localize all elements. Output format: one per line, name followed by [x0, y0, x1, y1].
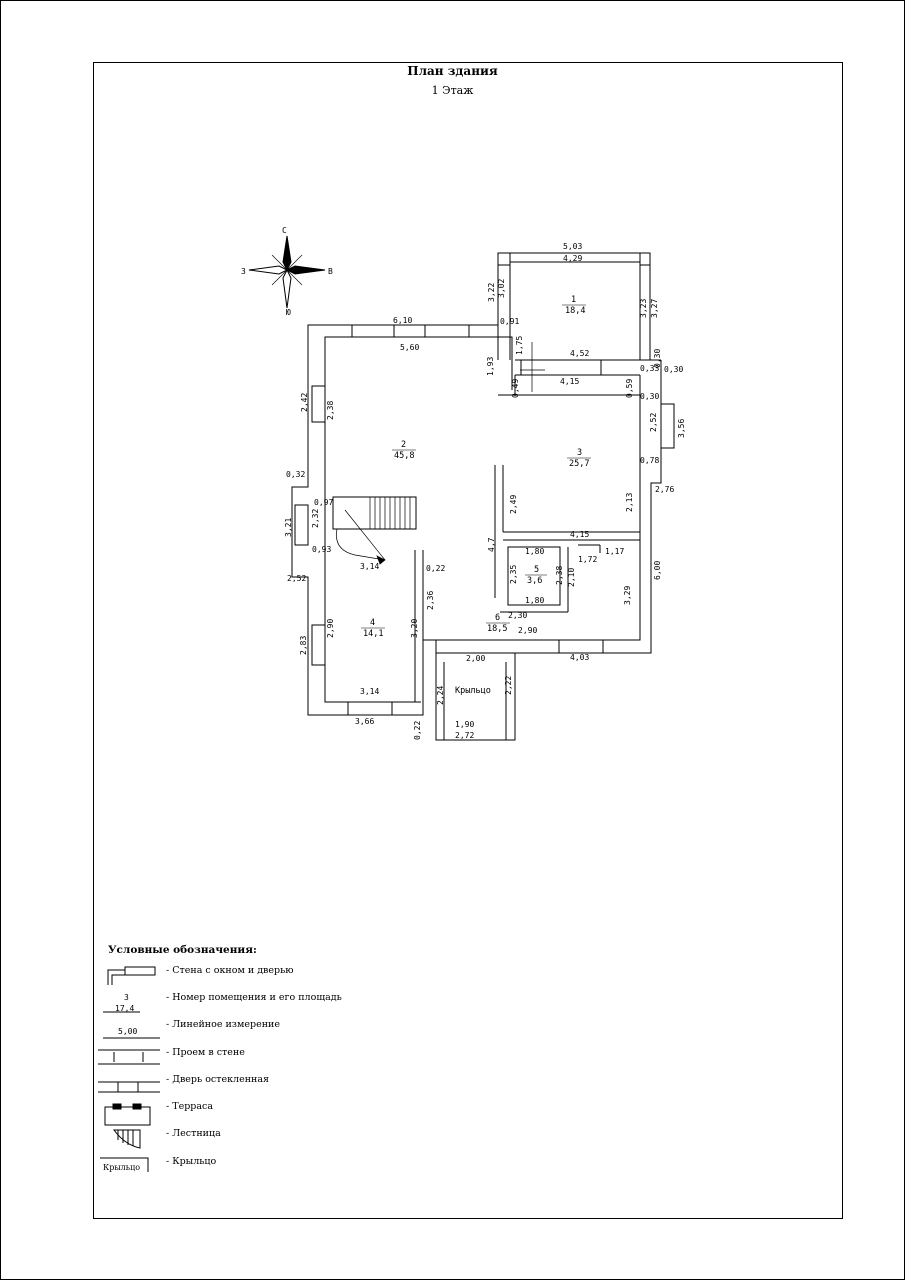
dimension-label: 2,72 — [455, 731, 475, 740]
floor-label: 1 Этаж — [431, 84, 474, 97]
dimension-label: 0,93 — [312, 545, 332, 554]
dimension-label: 0,30 — [653, 348, 662, 368]
dimension-label: 6,00 — [653, 560, 662, 580]
dimension-label: 4,03 — [570, 653, 590, 662]
dimension-label: 3,21 — [284, 517, 293, 537]
legend-item-dimension: - Линейное измерение — [166, 1019, 280, 1030]
room-2-number: 2 — [401, 440, 407, 450]
dimension-label: 3,02 — [497, 278, 506, 298]
porch-label: Крыльцо — [455, 686, 491, 696]
room-5-number: 5 — [534, 565, 540, 575]
dimension-label: 2,36 — [426, 590, 435, 610]
dimension-label: 2,38 — [555, 565, 564, 585]
dimension-label: 2,90 — [518, 626, 538, 635]
dimension-label: 0,22 — [426, 564, 446, 573]
windows — [295, 253, 674, 715]
dimension-label: 4,29 — [563, 254, 583, 263]
room-1-number: 1 — [571, 295, 577, 305]
dimension-label: 2,32 — [311, 508, 320, 528]
legend-item-terrace: - Терраса — [166, 1101, 213, 1112]
room-3-number: 3 — [577, 448, 583, 458]
dimension-label: 0,59 — [625, 378, 634, 398]
legend-item-glass-door: - Дверь остекленная — [166, 1074, 270, 1085]
dimension-label: 2,22 — [504, 675, 513, 695]
compass-icon — [249, 236, 325, 308]
dimension-label: 0,30 — [640, 392, 660, 401]
dimension-label: 1,80 — [525, 596, 545, 605]
legend-room-area: 17,4 — [115, 1004, 135, 1013]
legend-symbols — [98, 967, 160, 1172]
dimension-label: 4,7 — [487, 537, 496, 552]
dimension-label: 0,30 — [664, 365, 684, 374]
dimension-label: 2,49 — [509, 494, 518, 514]
dimension-label: 3,66 — [355, 717, 375, 726]
dimension-label: 0,22 — [413, 720, 422, 740]
room-1-area: 18,4 — [565, 306, 586, 316]
compass-west: З — [241, 267, 246, 276]
room-3-area: 25,7 — [569, 459, 590, 469]
room-6-number: 6 — [495, 613, 501, 623]
room-4-area: 14,1 — [363, 629, 384, 639]
legend-title: Условные обозначения: — [108, 944, 257, 956]
dimension-label: 5,03 — [563, 242, 583, 251]
legend-item-stairs: - Лестница — [166, 1128, 221, 1139]
dimension-label: 2,52 — [649, 412, 658, 432]
dimension-label: 2,13 — [625, 492, 634, 512]
legend-dimension-sample: 5,00 — [118, 1027, 138, 1036]
room-2-area: 45,8 — [394, 451, 415, 461]
dimension-label: 3,14 — [360, 687, 380, 696]
dimension-label: 2,42 — [300, 392, 309, 412]
dimension-label: 2,10 — [567, 567, 576, 587]
dimension-label: 0,32 — [286, 470, 306, 479]
dimension-label: 4,52 — [570, 349, 590, 358]
dimension-label: 3,20 — [410, 618, 419, 638]
dimension-label: 2,38 — [326, 400, 335, 420]
dimension-labels — [286, 242, 683, 740]
dimension-label: 3,29 — [623, 585, 632, 605]
dimension-label: 3,23 — [639, 298, 648, 318]
dimension-label: 3,14 — [360, 562, 380, 571]
plan-title: План здания — [407, 64, 498, 78]
legend-room-number: 3 — [124, 993, 129, 1002]
dimension-label: 1,75 — [515, 335, 524, 355]
dimension-label: 1,93 — [486, 356, 495, 376]
dimension-label: 3,27 — [650, 298, 659, 318]
dimension-label: 1,72 — [578, 555, 598, 564]
staircase — [336, 342, 545, 564]
dimension-label: 0,78 — [640, 456, 660, 465]
dimension-label: 2,83 — [299, 635, 308, 655]
dimension-label: 2,35 — [509, 564, 518, 584]
vertical-dimension-labels — [284, 279, 686, 740]
dimension-label: 0,91 — [500, 317, 520, 326]
dimension-label: 3,22 — [487, 282, 496, 302]
room-6-area: 18,5 — [487, 624, 508, 634]
dimension-label: 0,33 — [640, 364, 660, 373]
dimension-label: 6,10 — [393, 316, 413, 325]
legend-item-room: - Номер помещения и его площадь — [166, 992, 342, 1003]
compass-south: Ю — [286, 308, 291, 317]
dimension-label: 4,15 — [560, 377, 580, 386]
dimension-label: 3,56 — [677, 418, 686, 438]
room-5-area: 3,6 — [527, 576, 543, 586]
dimension-label: 2,24 — [436, 685, 445, 705]
walls — [292, 253, 661, 740]
legend-porch-symbol-label: Крыльцо — [103, 1163, 141, 1172]
dimension-label: 1,80 — [525, 547, 545, 556]
room-4-number: 4 — [370, 618, 376, 628]
compass-east: В — [328, 267, 333, 276]
dimension-label: 2,30 — [508, 611, 528, 620]
dimension-label: 1,90 — [455, 720, 475, 729]
legend-item-porch: - Крыльцо — [166, 1156, 217, 1167]
dimension-label: 0,97 — [314, 498, 334, 507]
dimension-label: 0,49 — [511, 378, 520, 398]
compass-north: C — [282, 226, 287, 235]
dimension-label: 1,17 — [605, 547, 625, 556]
dimension-label: 2,76 — [655, 485, 675, 494]
legend-item-wall: - Стена с окном и дверью — [166, 965, 294, 976]
legend-item-opening: - Проем в стене — [166, 1047, 245, 1058]
dimension-label: 2,00 — [466, 654, 486, 663]
dimension-label: 4,15 — [570, 530, 590, 539]
dimension-label: 5,60 — [400, 343, 420, 352]
dimension-label: 2,52 — [287, 574, 307, 583]
dimension-label: 2,90 — [326, 618, 335, 638]
